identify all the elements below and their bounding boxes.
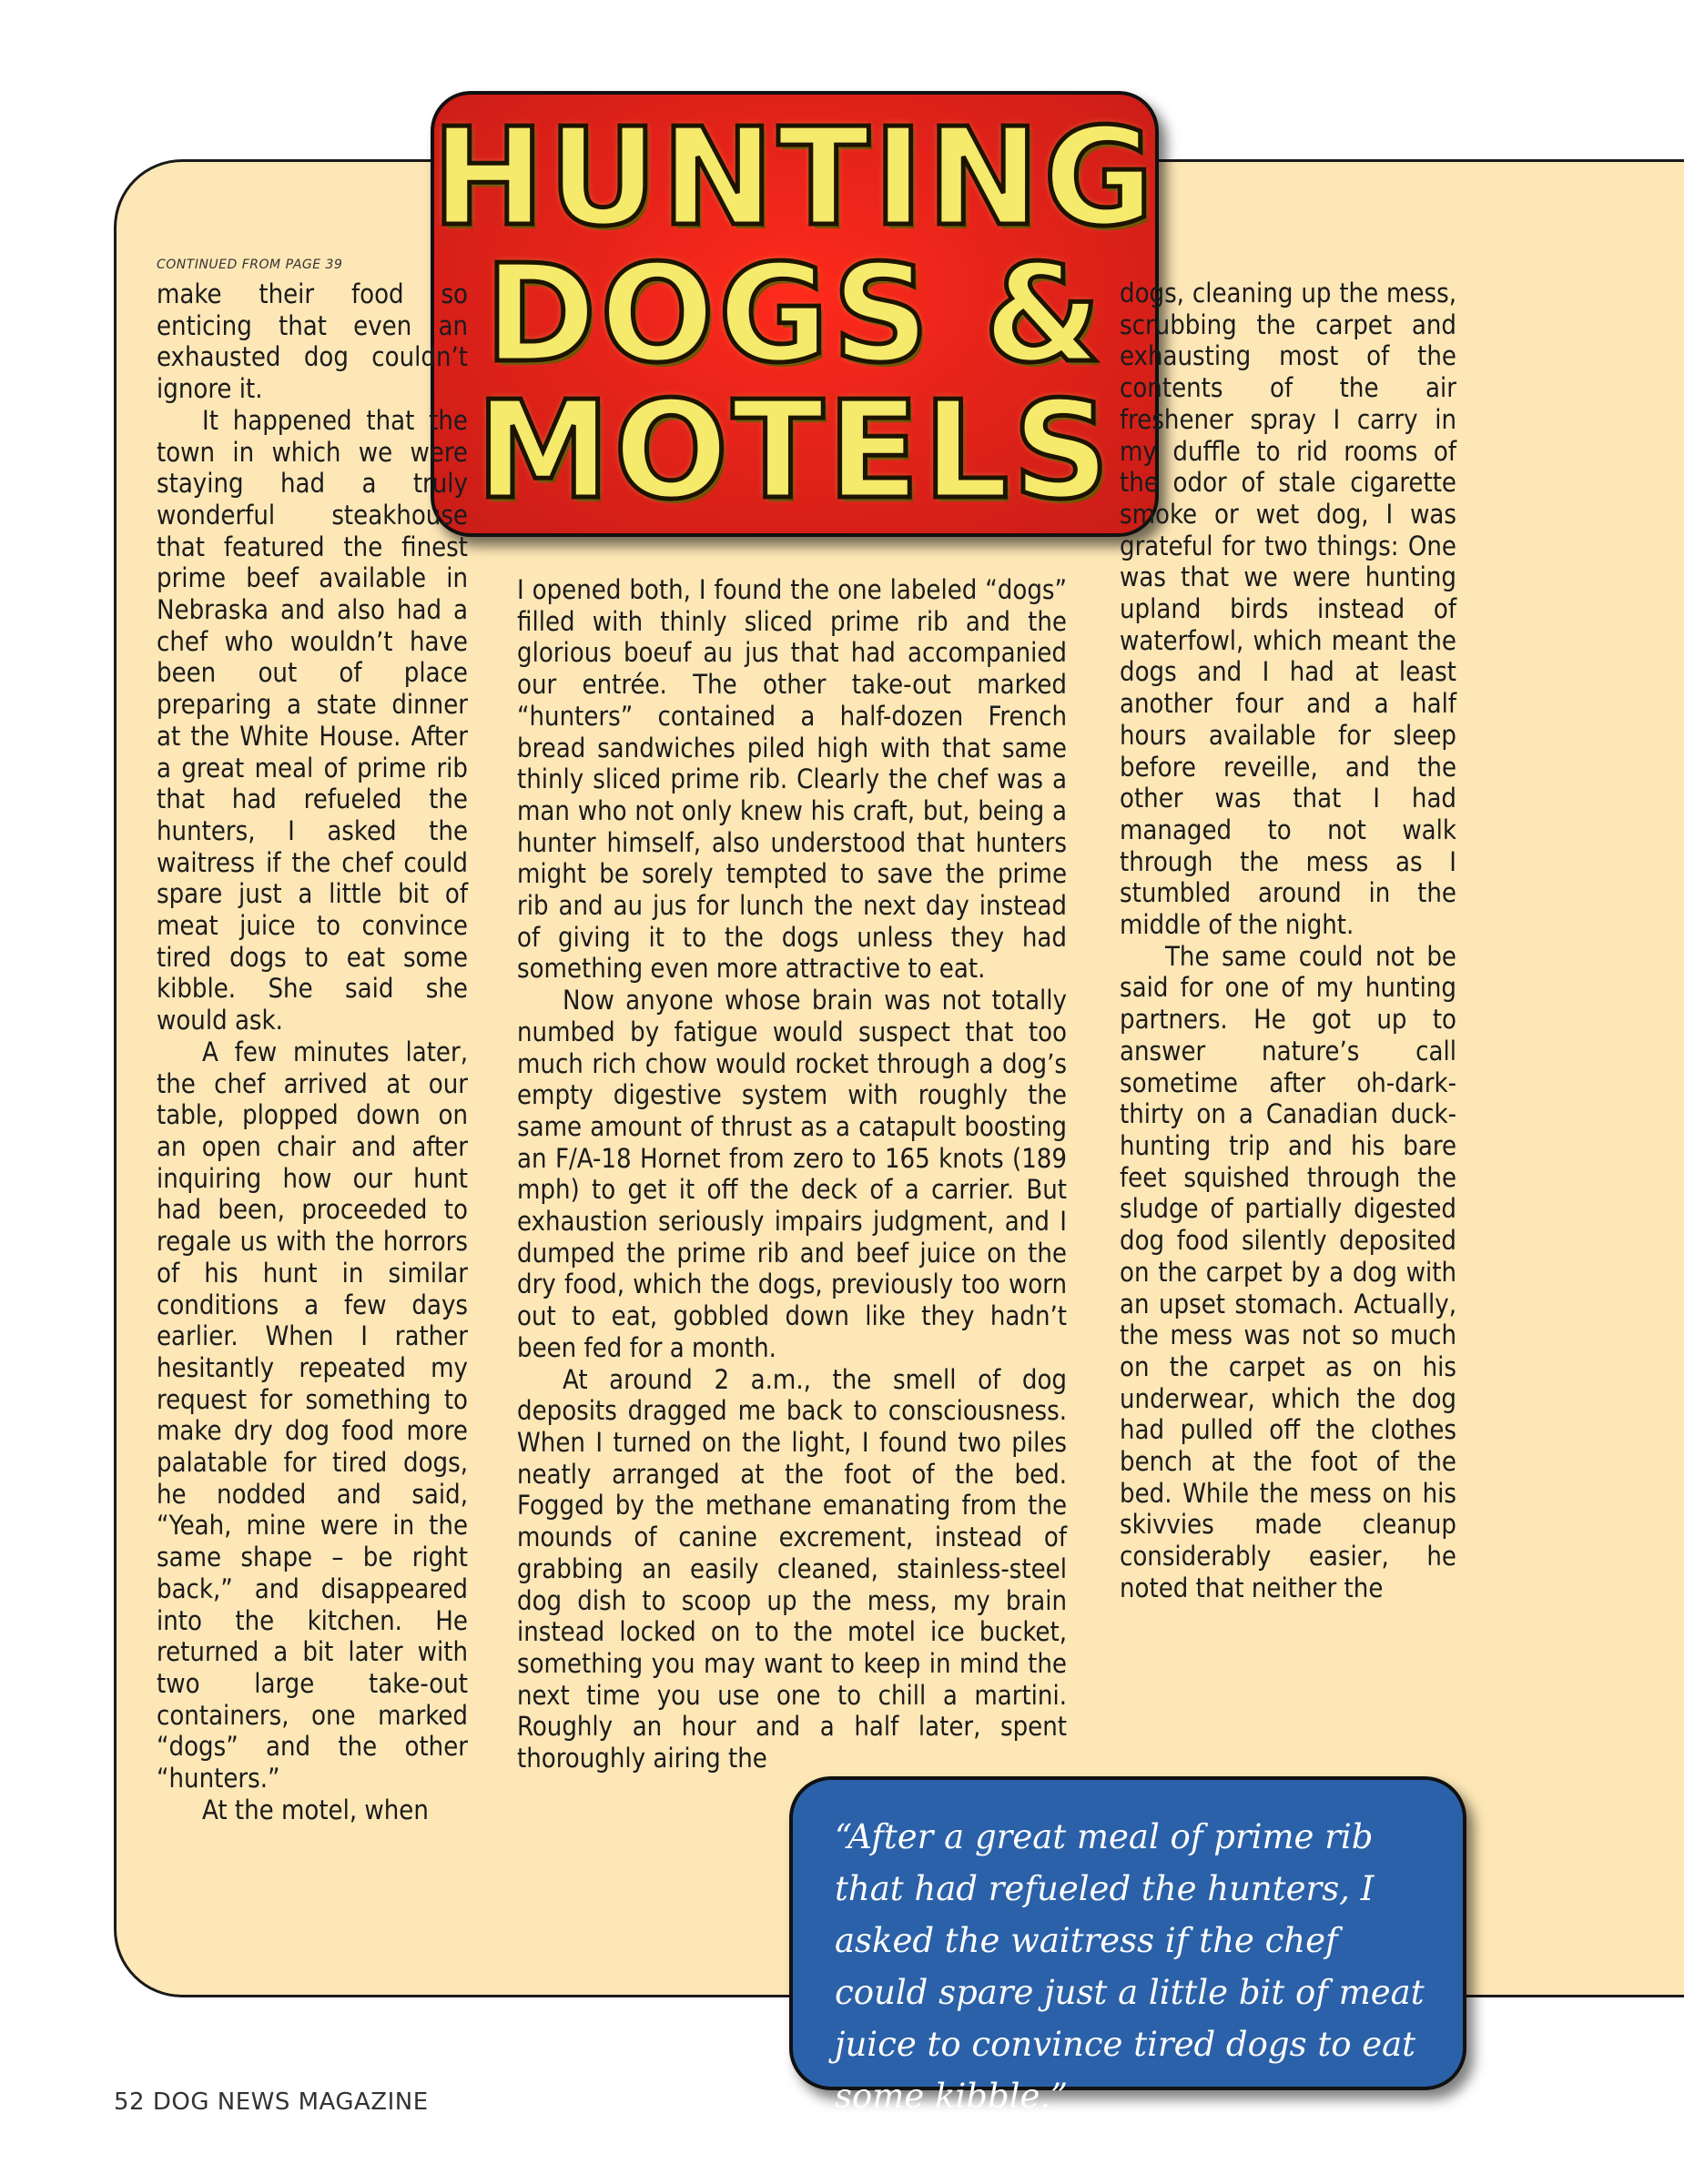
- title-line-3: MOTELS: [475, 372, 1114, 529]
- column-1-paragraph-1: make their food so enticing that even an exhausted dog couldn’t ignore it.: [157, 278, 468, 405]
- column-2-paragraph-3: At around 2 a.m., the smell of dog deposits dragged me back to consciousness. When I turned on the light, I found two piles neatly arranged at the foot of the bed. Fogged by the methane emanating from the mounds of canine excrement, instead of grabbing an easily cleaned, stainless-steel dog dish to scoop up the mess, my brain instead locked on to the motel ice bucket, something you may want to keep in mind the next time you use one to chill a martini. Roughly an hour and a half later, spent thoroughly airing the: [517, 1363, 1067, 1774]
- article-column-1: [157, 278, 468, 1825]
- continued-note: CONTINUED FROM PAGE 39: [157, 258, 343, 272]
- title-box: [431, 91, 1159, 537]
- title-line-2: DOGS &: [484, 236, 1105, 392]
- column-3-paragraph-1: dogs, cleaning up the mess, scrubbing the carpet and exhausting most of the contents of the air freshener spray I carry in my duffle to rid rooms of the odor of stale cigarette smoke or wet dog, I was grateful for two things: One was that we were hunting upland birds instead of waterfowl, which meant the dogs and I had at least another four and a half hours available for sleep before reveille, and the other was that I had managed to not walk through the mess as I stumbled around in the middle of the night.: [1120, 278, 1456, 941]
- column-1-paragraph-3: A few minutes later, the chef arrived at our table, plopped down on an open chair and after inquiring how our hunt had been, proceeded to regale us with the horrors of his hunt in similar conditions a few days earlier. When I rather hesitantly repeated my request for something to make dry dog food more palatable for tired dogs, he nodded and said, “Yeah, mine were in the same shape – be right back,” and disappeared into the kitchen. He returned a bit later with two large take-out containers, one marked “dogs” and the other “hunters.”: [157, 1036, 468, 1795]
- column-3-paragraph-2: The same could not be said for one of my hunting partners. He got up to answer nature’s call sometime after oh-dark-thirty on a Canadian duck-hunting trip and his bare feet squished through the sludge of partially digested dog food silently deposited on the carpet by a dog with an upset stomach. Actually, the mess was not so much on the carpet as on his underwear, which the dog had pulled off the clothes bench at the foot of the bed. While the mess on his skivvies made cleanup considerably easier, he noted that neither the: [1120, 940, 1456, 1603]
- column-1-paragraph-4: At the motel, when: [202, 1794, 429, 1825]
- article-column-2: [517, 574, 1067, 1774]
- page-footer: 52 DOG NEWS MAGAZINE: [114, 2088, 429, 2116]
- column-2-paragraph-1: I opened both, I found the one labeled “dogs” filled with thinly sliced prime rib and the glorious boeuf au jus that had accompanied our entrée. The other take-out marked “hunters” contained a half-dozen French bread sandwiches piled high with that same thinly sliced prime rib. Clearly the chef was a man who not only knew his craft, but, being a hunter himself, also understood that hunters might be sorely tempted to save the prime rib and au jus for lunch the next day instead of giving it to the dogs unless they had something even more attractive to eat.: [517, 574, 1067, 985]
- column-1-paragraph-2: It happened that the town in which we were staying had a truly wonderful steakhouse that featured the finest prime beef available in Nebraska and also had a chef who wouldn’t have been out of place preparing a state dinner at the White House. After a great meal of prime rib that had refueled the hunters, I asked the waitress if the chef could spare just a little bit of meat juice to convince tired dogs to eat some kibble. She said she would ask.: [157, 404, 468, 1036]
- title-line-1: HUNTING: [431, 99, 1158, 256]
- pull-quote: “After a great meal of prime rib that had refueled the hunters, I asked the waitress if the chef could spare just a little bit of meat juice to convince tired dogs to eat some kibble.”: [789, 1776, 1466, 2090]
- article-column-3: [1120, 278, 1456, 1604]
- column-2-paragraph-2: Now anyone whose brain was not totally numbed by fatigue would suspect that too much rich chow would rocket through a dog’s empty digestive system with roughly the same amount of thrust as a catapult boosting an F/A-18 Hornet from zero to 165 knots (189 mph) to get it off the deck of a carrier. But exhaustion seriously impairs judgment, and I dumped the prime rib and beef juice on the dry food, which the dogs, previously too worn out to eat, gobbled down like they hadn’t been fed for a month.: [517, 985, 1067, 1363]
